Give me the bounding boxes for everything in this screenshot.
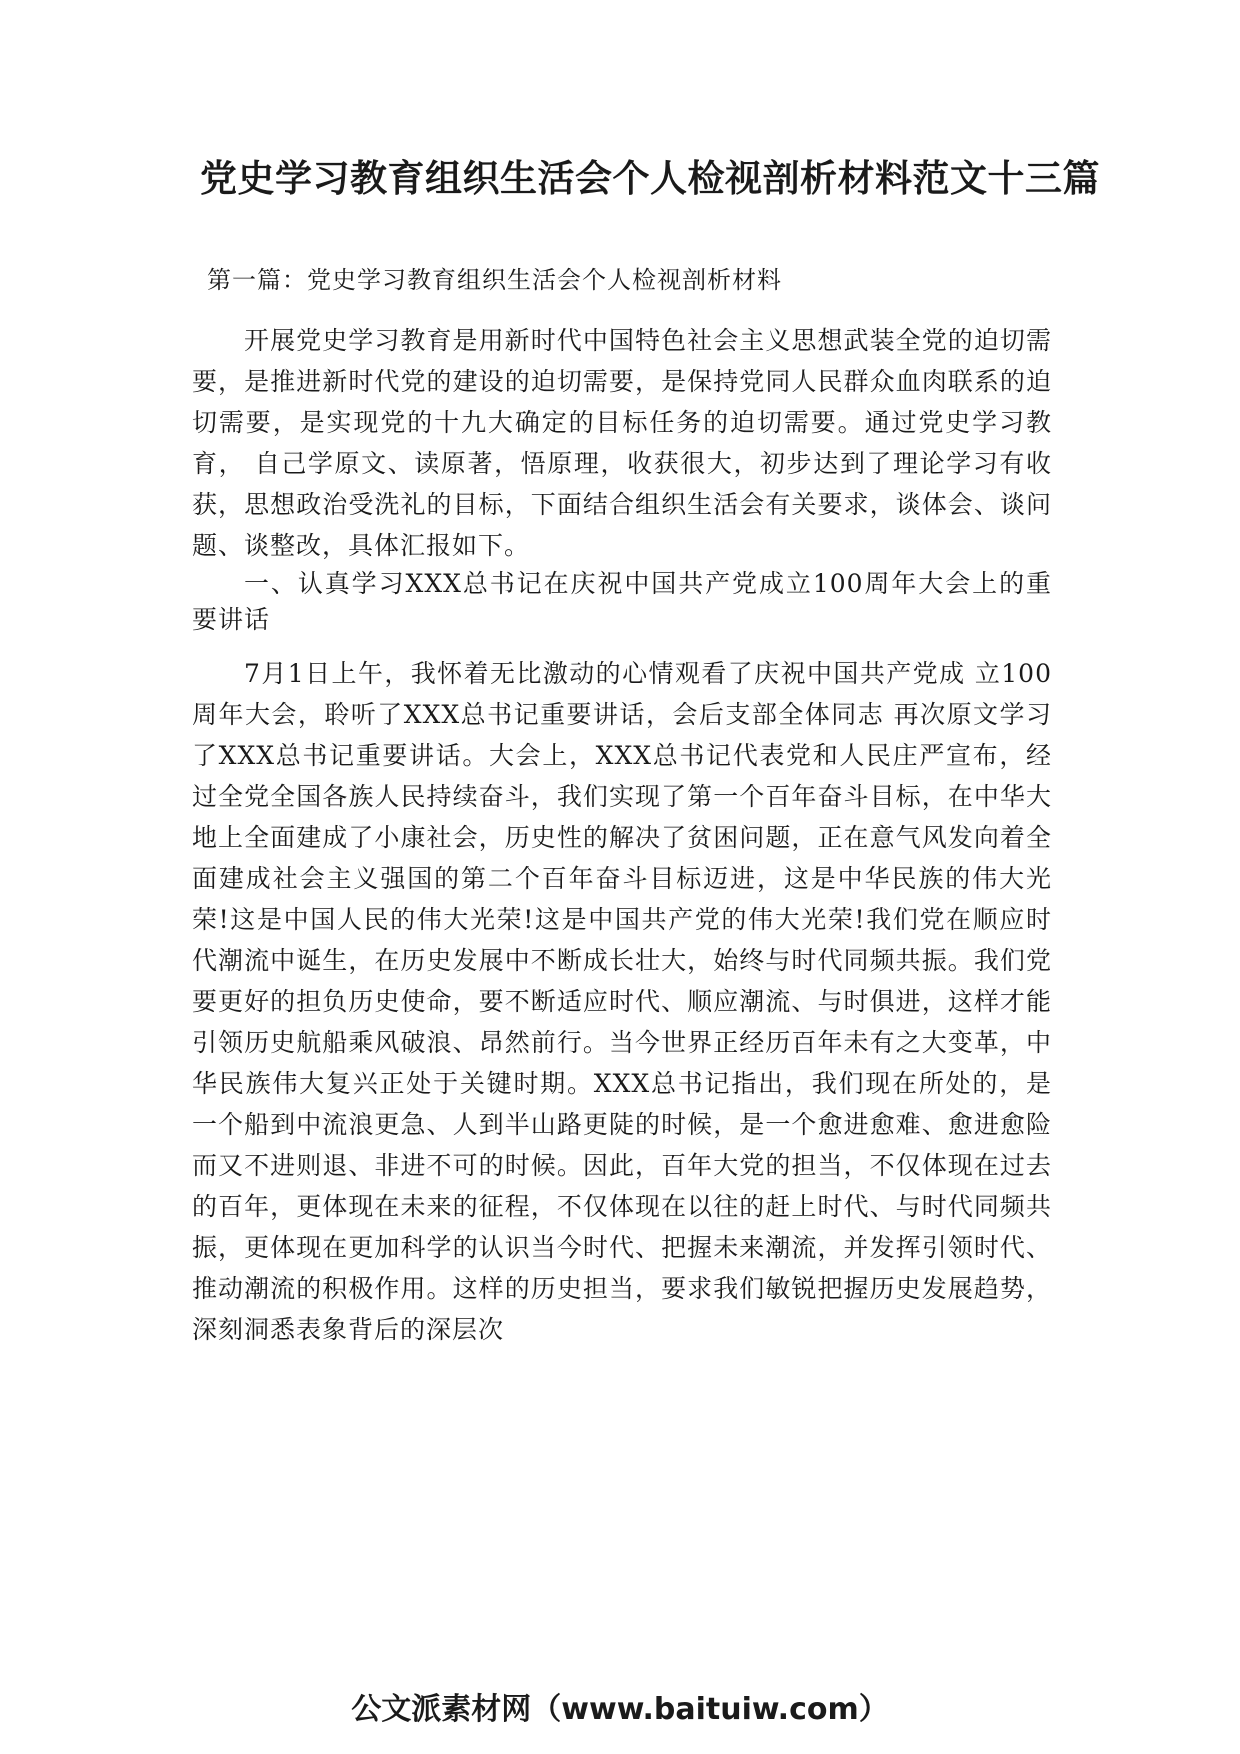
subsection-heading: 一、认真学习XXX总书记在庆祝中国共产党成立100周年大会上的重要讲话 [192,569,1052,634]
section-heading: 第一篇：党史学习教育组织生活会个人检视剖析材料 [207,266,782,294]
body-paragraph: 7月1日上午，我怀着无比激动的心情观看了庆祝中国共产党成 立100周年大会，聆听了XXX总书记重要讲话，会后支部全体同志 再次原文学习了XXX总书记重要讲话。大会上，XXX总书记代表党和人民庄严宣布，经过全党全国各族人民持续奋斗，我们实现了第一个百年奋斗目标，在中华大地上全面建成了小康社会，历史性的解决了贫困问题，正在意气风发向着全面建成社会主义强国的第二个百年奋斗目标迈进，这是中华民族的伟大光荣!这是中国人民的伟大光荣!这是中国共产党的伟大光荣!我们党在顺应时代潮流中诞生，在历史发展中不断成长壮大，始终与时代同频共振。我们党要更好的担负历史使命，要不断适应时代、顺应潮流、与时俱进，这样才能引领历史航船乘风破浪、昂然前行。当今世界正经历百年未有之大变革，中华民族伟大复兴正处于关键时期。XXX总书记指出，我们现在所处的，是一个船到中流浪更急、人到半山路更陡的时候，是一个愈进愈难、愈进愈险而又不进则退、非进不可的时候。因此，百年大党的担当，不仅体现在过去的百年，更体现在未来的征程，不仅体现在以往的赶上时代、与时代同频共振，更体现在更加科学的认识当今时代、把握未来潮流，并发挥引领时代、推动潮流的积极作用。这样的历史担当，要求我们敏锐把握历史发展趋势，深刻洞悉表象背后的深层次 [192,659,1052,1344]
footer-watermark: 公文派素材网（www.baituiw.com） [351,1692,889,1727]
intro-paragraph: 开展党史学习教育是用新时代中国特色社会主义思想武装全党的迫切需要，是推进新时代党的建设的迫切需要，是保持党同人民群众血肉联系的迫切需要，是实现党的十九大确定的目标任务的迫切需要。通过党史学习教育， 自己学原文、读原著，悟原理，收获很大，初步达到了理论学习有收获，思想政治受洗礼的目标，下面结合组织生活会有关要求，谈体会、谈问题、谈整改，具体汇报如下。 [192,326,1052,560]
page-title: 党史学习教育组织生活会个人检视剖析材料范文十三篇 [200,157,1100,200]
